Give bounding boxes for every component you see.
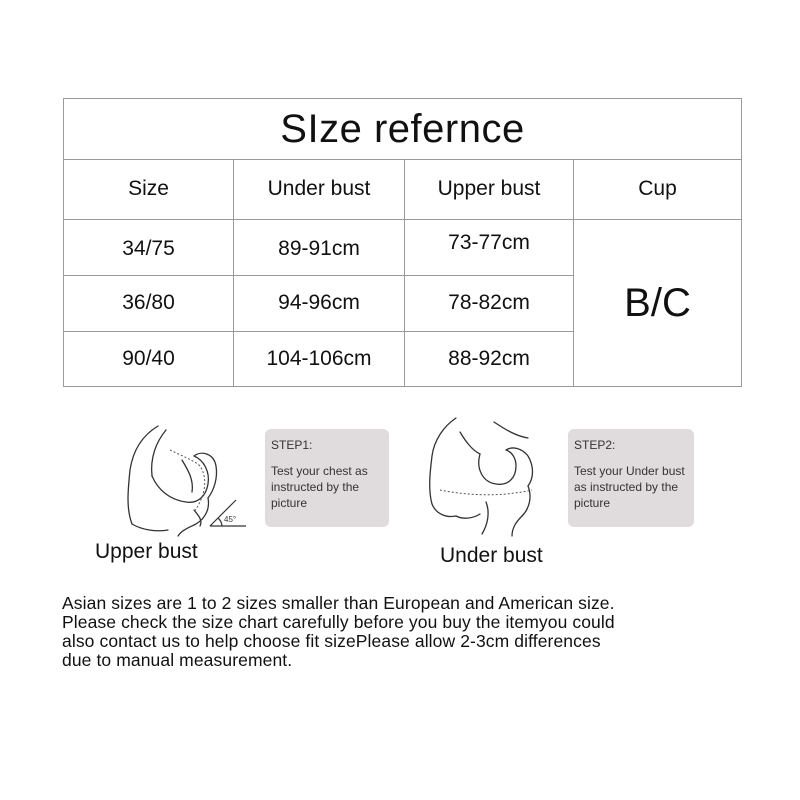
under-bust-caption: Under bust: [440, 544, 543, 567]
upper-bust-caption: Upper bust: [95, 540, 198, 563]
under-bust-illustration: [416, 412, 556, 542]
table-cell-size: 34/75: [122, 237, 175, 260]
cup-value: B/C: [624, 280, 691, 325]
table-cell-under-bust: 94-96cm: [278, 291, 360, 314]
note-line: also contact us to help choose fit sizePlease allow 2-3cm differences: [62, 631, 601, 651]
step2-title: STEP2:: [574, 438, 616, 452]
table-cell-upper-bust: 88-92cm: [448, 347, 530, 370]
header-cup: Cup: [638, 177, 677, 200]
note-line: Please check the size chart carefully before you buy the itemyou could: [62, 612, 615, 632]
header-under-bust: Under bust: [267, 177, 371, 200]
table-cell-under-bust: 104-106cm: [266, 347, 372, 370]
header-upper-bust: Upper bust: [437, 177, 541, 200]
step1-box: [265, 429, 389, 527]
table-cell-upper-bust: 78-82cm: [448, 291, 530, 314]
note-line: Asian sizes are 1 to 2 sizes smaller than European and American size.: [62, 593, 615, 613]
sizing-note: [62, 594, 762, 670]
step1-title: STEP1:: [271, 438, 313, 452]
table-cell-under-bust: 89-91cm: [278, 237, 360, 260]
header-size: Size: [128, 177, 169, 200]
upper-bust-illustration: [98, 420, 258, 540]
step2-box: [568, 429, 694, 527]
table-cell-size: 36/80: [122, 291, 175, 314]
table-cell-size: 90/40: [122, 347, 175, 370]
step1-text: Test your chest as instructed by the picture: [271, 464, 368, 510]
size-reference-table: [63, 98, 742, 387]
table-title: SIze refernce: [64, 99, 741, 160]
step2-text: Test your Under bust as instructed by the picture: [574, 464, 685, 510]
angle-label: 45°: [224, 515, 237, 524]
table-cell-upper-bust: 73-77cm: [448, 231, 530, 254]
note-line: due to manual measurement.: [62, 650, 293, 670]
